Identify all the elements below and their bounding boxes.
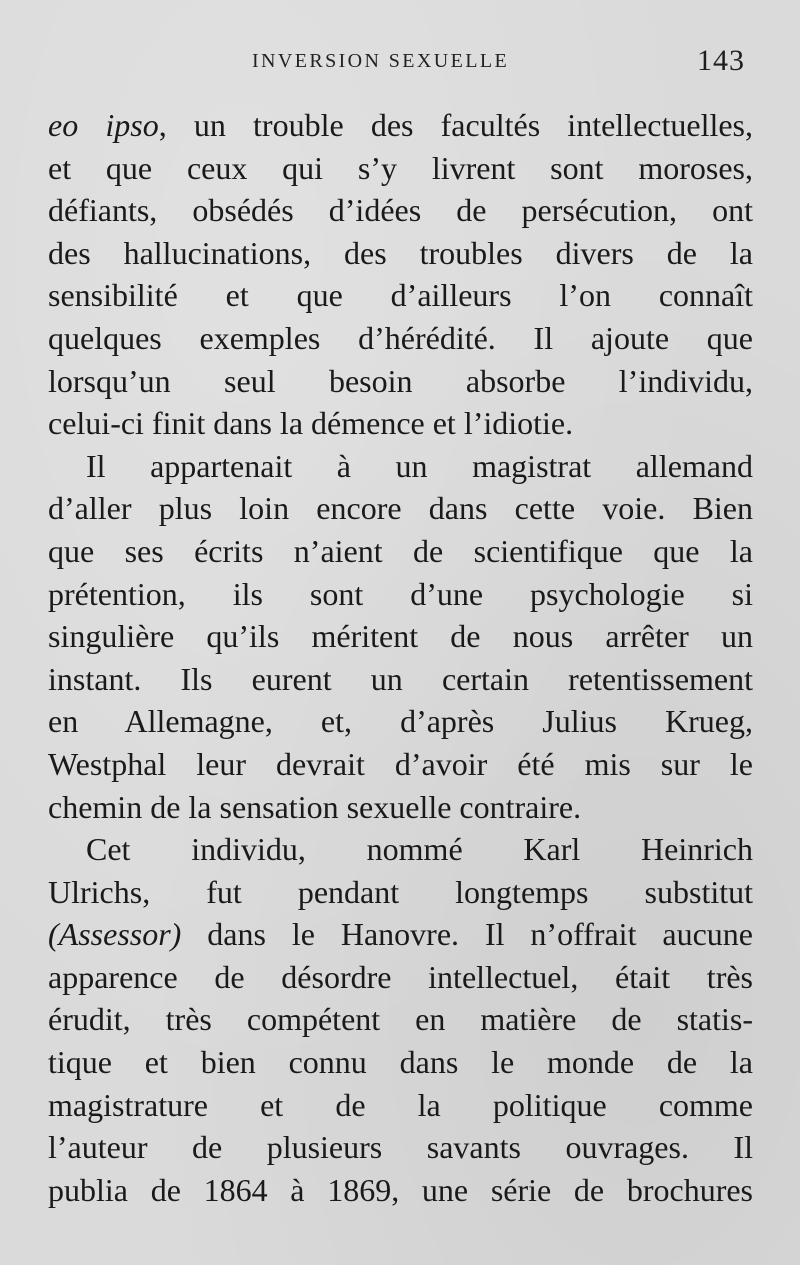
text-line: l’auteur de plusieurs savants ouvrages. Il [48, 1129, 753, 1166]
text-line [48, 104, 753, 147]
text-line: magistrature et de la politique comme [48, 1086, 753, 1123]
paragraph-3 [48, 828, 753, 1211]
page-header [0, 44, 800, 80]
text-line: des hallucinations, des troubles divers de la [48, 234, 753, 271]
text-line: apparence de désordre intellectuel, était très [48, 958, 753, 995]
text-line: érudit, très compétent en matière de statis- [48, 1001, 753, 1038]
text-line: Ulrichs, fut pendant longtemps substitut [48, 873, 753, 910]
text-line: en Allemagne, et, d’après Julius Krueg, [48, 703, 753, 740]
text-line: que ses écrits n’aient de scientifique que la [48, 532, 753, 569]
text-line: publia de 1864 à 1869, une série de brochures [48, 1171, 753, 1208]
italic-phrase: (Assessor) [48, 916, 182, 953]
text-line: prétention, ils sont d’une psychologie si [48, 575, 753, 612]
text-line: tique et bien connu dans le monde de la [48, 1044, 753, 1081]
paragraph-2 [48, 445, 753, 828]
text-line: celui-ci finit dans la démence et l’idiotie. [48, 405, 574, 442]
text-line: d’aller plus loin encore dans cette voie. Bien [48, 490, 753, 527]
running-title: INVERSION SEXUELLE [252, 50, 510, 72]
text-line: lorsqu’un seul besoin absorbe l’individu, [48, 362, 753, 399]
text-line [48, 913, 753, 956]
body-text [48, 104, 753, 1211]
text-line: Westphal leur devrait d’avoir été mis sur le [48, 745, 753, 782]
text-line: Cet individu, nommé Karl Heinrich [86, 831, 753, 868]
paragraph-1 [48, 104, 753, 445]
page-number: 143 [697, 44, 745, 77]
text-line: sensibilité et que d’ailleurs l’on connaît [48, 277, 753, 314]
text-line: quelques exemples d’hérédité. Il ajoute que [48, 319, 753, 356]
text-line: Il appartenait à un magistrat allemand [86, 447, 753, 484]
text-line: défiants, obsédés d’idées de persécution, ont [48, 192, 753, 229]
text-line: singulière qu’ils méritent de nous arrêter un [48, 618, 753, 655]
text-line: instant. Ils eurent un certain retentissement [48, 660, 753, 697]
text-line: et que ceux qui s’y livrent sont moroses, [48, 149, 753, 186]
line-text: , un trouble des facultés intellectuelles, [158, 107, 754, 143]
text-line: chemin de la sensation sexuelle contraire. [48, 788, 582, 825]
line-text: dans le Hanovre. Il n’offrait aucune [181, 916, 753, 953]
italic-phrase: eo ipso [48, 107, 159, 143]
